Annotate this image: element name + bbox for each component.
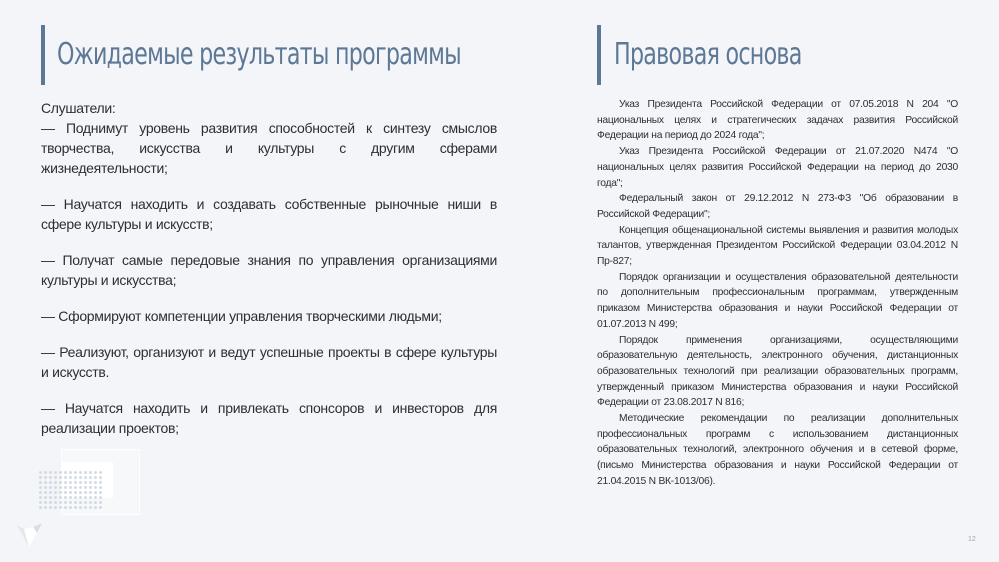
decorative-dot-pattern	[38, 470, 102, 510]
left-section-title: Ожидаемые результаты программы	[57, 37, 461, 72]
legal-document-item: Концепция общенациональной системы выявления и развития молодых талантов, утвержденная Президентом Российской Федерации 03.04.2012 N Пр-827;	[597, 224, 958, 268]
legal-document-item: Федеральный закон от 29.12.2012 N 273-ФЗ "Об образовании в Российской Федерации";	[597, 193, 958, 220]
result-item: — Поднимут уровень развития способностей к синтезу смыслов творчества, искусства и культуры с другим сферами жизнедеятельности;	[41, 120, 497, 176]
page-number: 12	[968, 536, 976, 543]
legal-basis-list	[597, 97, 958, 490]
result-item: — Сформируют компетенции управления творческими людьми;	[41, 308, 442, 324]
result-item: — Научатся находить и создавать собственные рыночные ниши в сфере культуры и искусств;	[41, 196, 497, 232]
result-item: — Реализуют, организуют и ведут успешные проекты в сфере культуры и искусств.	[41, 344, 497, 380]
result-item: — Научатся находить и привлекать спонсоров и инвесторов для реализации проектов;	[41, 400, 497, 436]
legal-document-item: Указ Президента Российской Федерации от 21.07.2020 N474 "О национальных целях развития Российской Федерации на период до 2030 года";	[597, 146, 958, 189]
brand-logo-icon	[15, 519, 45, 549]
right-section-title: Правовая основа	[614, 37, 802, 72]
right-title-accent-bar	[597, 25, 601, 85]
results-list	[41, 98, 497, 454]
results-intro: Слушатели:	[41, 100, 116, 116]
result-item: — Получат самые передовые знания по управления организациями культуры и искусства;	[41, 252, 497, 288]
legal-document-item: Методические рекомендации по реализации дополнительных профессиональных программ с использованием дистанционных образовательных технологий, электронного обучения и в сетевой форме, (письмо Министерства образования и науки Российской Федерации от 21.04.2015 N ВК-1013/06).	[597, 413, 958, 487]
legal-document-item: Порядок организации и осуществления образовательной деятельности по дополнительным профессиональным программам, утвержденным приказом Министерства образования и науки Российской Федерации от 01.07.2013 N 499;	[597, 271, 958, 330]
left-title-accent-bar	[41, 25, 45, 85]
legal-document-item: Указ Президента Российской Федерации от 07.05.2018 N 204 "О национальных целях и стратегических задачах развития Российской Федерации на период до 2024 года";	[597, 99, 958, 142]
legal-document-item: Порядок применения организациями, осуществляющими образовательную деятельность, электронного обучения, дистанционных образовательных технологий при реализации образовательных программ, утвержденный приказом Министерства образования и науки Российской Федерации от 23.08.2017 N 816;	[597, 334, 958, 409]
